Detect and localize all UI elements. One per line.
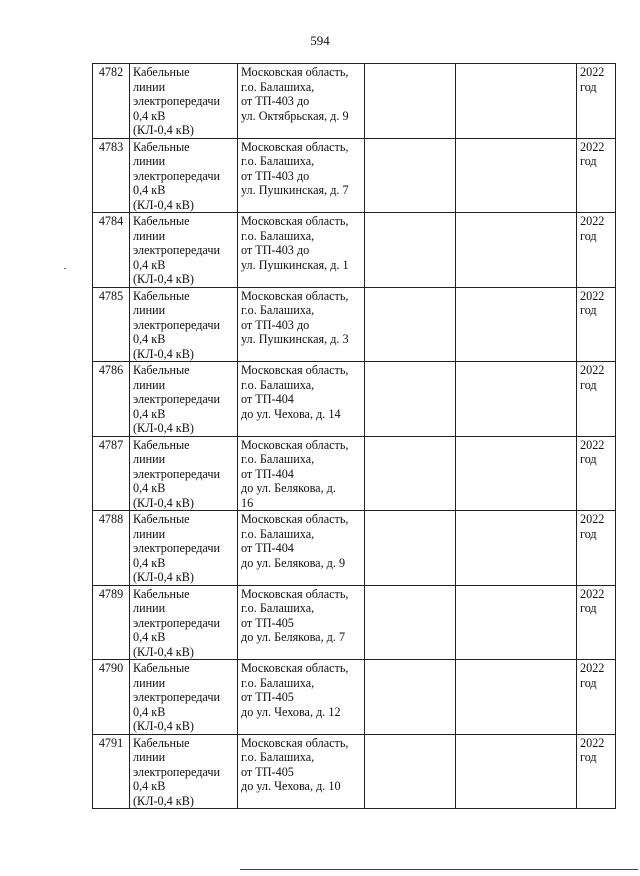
empty-cell xyxy=(456,734,577,809)
year-cell xyxy=(577,138,616,213)
address-text: Московская область, г.о. Балашиха, от ТП-403 до ул. Пушкинская, д. 1 xyxy=(241,214,349,272)
address-text: Московская область, г.о. Балашиха, от ТП-405 до ул. Чехова, д. 12 xyxy=(241,661,349,719)
row-number-cell xyxy=(93,660,130,735)
address-text: Московская область, г.о. Балашиха, от ТП-405 до ул. Чехова, д. 10 xyxy=(241,735,349,793)
empty-cell xyxy=(365,138,456,213)
object-name-text: Кабельные линии электропередачи 0,4 кВ (КЛ-0,4 кВ) xyxy=(133,437,220,510)
row-number-cell xyxy=(93,436,130,511)
object-name-cell xyxy=(130,138,238,213)
table-row xyxy=(93,213,616,288)
table-row xyxy=(93,734,616,809)
row-number-text: 4786 xyxy=(98,363,124,377)
table-row xyxy=(93,660,616,735)
row-number-cell xyxy=(93,511,130,586)
year-text: 2022 год xyxy=(580,65,605,94)
year-text: 2022 год xyxy=(580,437,605,466)
empty-cell xyxy=(365,64,456,139)
object-name-text: Кабельные линии электропередачи 0,4 кВ (КЛ-0,4 кВ) xyxy=(133,214,220,286)
object-name-text: Кабельные линии электропередачи 0,4 кВ (КЛ-0,4 кВ) xyxy=(133,586,220,659)
object-name-text: Кабельные линии электропередачи 0,4 кВ (КЛ-0,4 кВ) xyxy=(133,512,220,584)
address-text: Московская область, г.о. Балашиха, от ТП-403 до ул. Октябрьская, д. 9 xyxy=(241,65,349,123)
object-name-cell xyxy=(130,436,238,511)
table-row xyxy=(93,362,616,437)
row-number-cell xyxy=(93,734,130,809)
object-name-cell xyxy=(130,213,238,288)
empty-cell xyxy=(365,287,456,362)
object-name-cell xyxy=(130,585,238,660)
empty-cell xyxy=(456,138,577,213)
year-cell xyxy=(577,585,616,660)
address-cell xyxy=(238,436,365,511)
year-text: 2022 год xyxy=(580,363,605,392)
row-number-cell xyxy=(93,64,130,139)
address-cell xyxy=(238,138,365,213)
year-text: 2022 год xyxy=(580,735,605,764)
bottom-rule xyxy=(240,869,638,870)
year-text: 2022 год xyxy=(580,512,605,541)
row-number-text: 4784 xyxy=(98,214,124,228)
row-number-text: 4787 xyxy=(98,437,124,452)
empty-cell xyxy=(456,213,577,288)
empty-cell xyxy=(456,64,577,139)
address-text: Московская область, г.о. Балашиха, от ТП-403 до ул. Пушкинская, д. 7 xyxy=(241,139,349,197)
year-text: 2022 год xyxy=(580,586,605,615)
row-number-text: 4791 xyxy=(98,735,124,750)
address-text: Московская область, г.о. Балашиха, от ТП-404 до ул. Белякова, д. 9 xyxy=(241,512,349,570)
empty-cell xyxy=(456,436,577,511)
row-number-cell xyxy=(93,213,130,288)
address-cell xyxy=(238,511,365,586)
object-name-cell xyxy=(130,660,238,735)
object-name-cell xyxy=(130,734,238,809)
object-name-text: Кабельные линии электропередачи 0,4 кВ (КЛ-0,4 кВ) xyxy=(133,661,220,733)
empty-cell xyxy=(365,734,456,809)
object-name-text: Кабельные линии электропередачи 0,4 кВ (КЛ-0,4 кВ) xyxy=(133,288,220,361)
empty-cell xyxy=(365,660,456,735)
year-cell xyxy=(577,511,616,586)
year-cell xyxy=(577,660,616,735)
row-number-text: 4782 xyxy=(98,65,124,79)
empty-cell xyxy=(456,287,577,362)
object-name-text: Кабельные линии электропередачи 0,4 кВ (КЛ-0,4 кВ) xyxy=(133,735,220,808)
address-text: Московская область, г.о. Балашиха, от ТП-404 до ул. Чехова, д. 14 xyxy=(241,363,349,421)
address-cell xyxy=(238,213,365,288)
table-row xyxy=(93,585,616,660)
address-text: Московская область, г.о. Балашиха, от ТП-405 до ул. Белякова, д. 7 xyxy=(241,586,349,644)
row-number-text: 4783 xyxy=(98,139,124,154)
year-text: 2022 год xyxy=(580,288,605,317)
empty-cell xyxy=(365,585,456,660)
row-number-text: 4790 xyxy=(98,661,124,675)
empty-cell xyxy=(365,436,456,511)
scan-speck xyxy=(64,268,66,269)
year-cell xyxy=(577,64,616,139)
object-name-text: Кабельные линии электропередачи 0,4 кВ (КЛ-0,4 кВ) xyxy=(133,139,220,212)
year-cell xyxy=(577,213,616,288)
object-name-cell xyxy=(130,362,238,437)
table-row xyxy=(93,287,616,362)
empty-cell xyxy=(365,362,456,437)
empty-cell xyxy=(456,362,577,437)
table-row xyxy=(93,511,616,586)
address-cell xyxy=(238,660,365,735)
table-row xyxy=(93,64,616,139)
empty-cell xyxy=(456,511,577,586)
row-number-cell xyxy=(93,362,130,437)
empty-cell xyxy=(365,511,456,586)
year-cell xyxy=(577,734,616,809)
object-name-cell xyxy=(130,64,238,139)
address-cell xyxy=(238,585,365,660)
year-text: 2022 год xyxy=(580,139,605,168)
address-text: Московская область, г.о. Балашиха, от ТП-404 до ул. Белякова, д. 16 xyxy=(241,437,349,510)
empty-cell xyxy=(456,585,577,660)
object-name-cell xyxy=(130,287,238,362)
year-cell xyxy=(577,287,616,362)
registry-table-body xyxy=(93,64,616,809)
object-name-text: Кабельные линии электропередачи 0,4 кВ (КЛ-0,4 кВ) xyxy=(133,65,220,137)
page-number: 594 xyxy=(310,33,330,48)
row-number-text: 4789 xyxy=(98,586,124,601)
row-number-cell xyxy=(93,585,130,660)
year-text: 2022 год xyxy=(580,214,605,243)
empty-cell xyxy=(365,213,456,288)
table-row xyxy=(93,436,616,511)
object-name-cell xyxy=(130,511,238,586)
empty-cell xyxy=(456,660,577,735)
address-cell xyxy=(238,287,365,362)
table-row xyxy=(93,138,616,213)
address-cell xyxy=(238,362,365,437)
address-cell xyxy=(238,734,365,809)
row-number-text: 4785 xyxy=(98,288,124,303)
year-text: 2022 год xyxy=(580,661,605,690)
year-cell xyxy=(577,362,616,437)
address-cell xyxy=(238,64,365,139)
row-number-text: 4788 xyxy=(98,512,124,526)
year-cell xyxy=(577,436,616,511)
row-number-cell xyxy=(93,287,130,362)
address-text: Московская область, г.о. Балашиха, от ТП-403 до ул. Пушкинская, д. 3 xyxy=(241,288,349,346)
registry-table xyxy=(92,63,616,809)
object-name-text: Кабельные линии электропередачи 0,4 кВ (КЛ-0,4 кВ) xyxy=(133,363,220,435)
row-number-cell xyxy=(93,138,130,213)
